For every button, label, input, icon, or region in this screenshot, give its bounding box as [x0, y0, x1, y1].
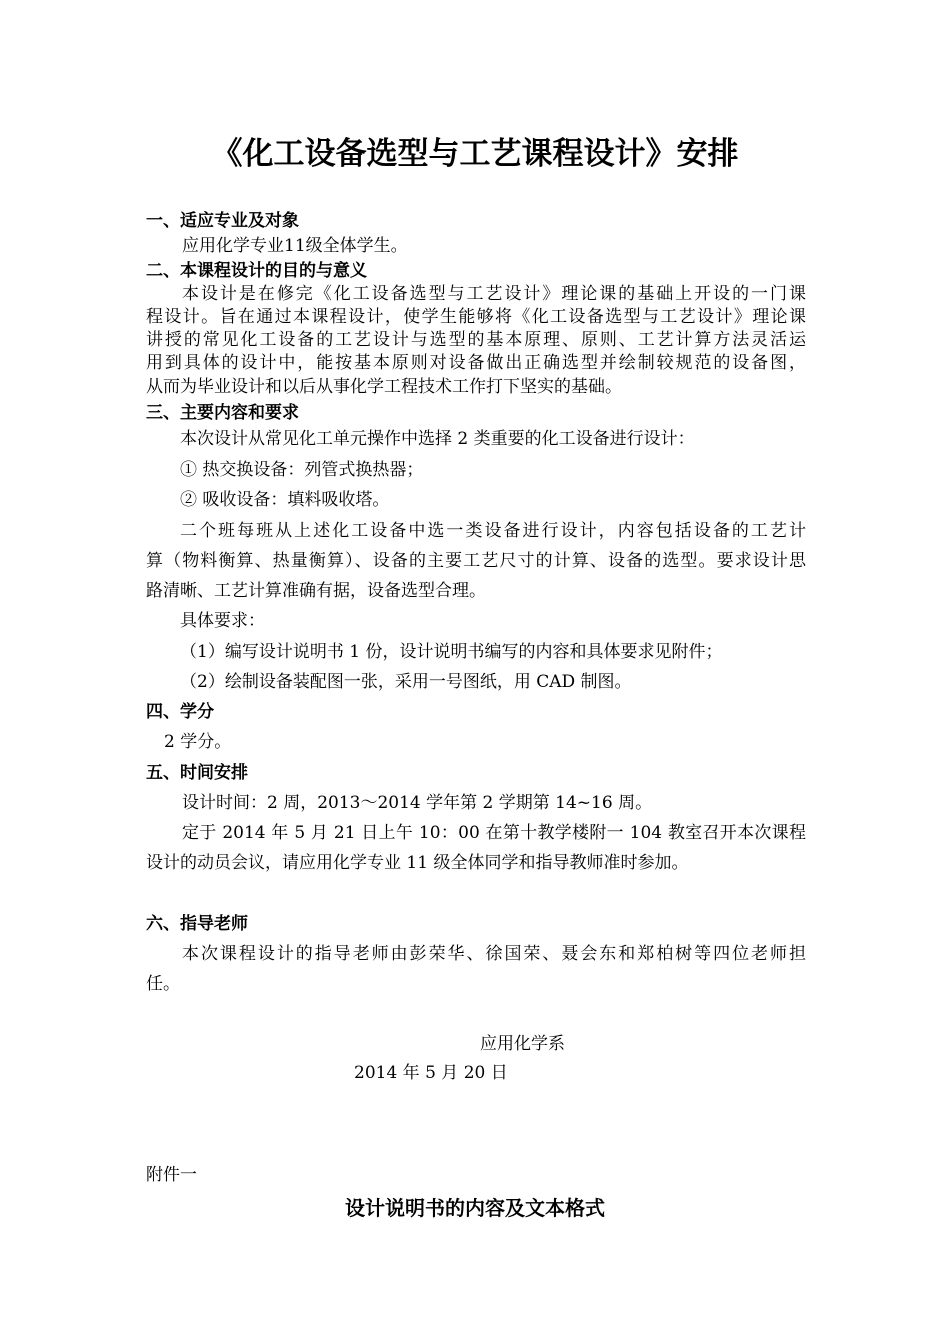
section5-line-1: 设计时间：2 周，2013～2014 学年第 2 学期第 14~16 周。 [182, 793, 653, 813]
section3-req-1: （1）编写设计说明书 1 份，设计说明书编写的内容和具体要求见附件； [180, 642, 723, 662]
section-heading-4: 四、学分 [146, 702, 214, 722]
signature-dept: 应用化学系 [480, 1034, 565, 1054]
section2-line-5: 从而为毕业设计和以后从事化学工程技术工作打下坚实的基础。 [146, 377, 622, 397]
section3-item-1: ① 热交换设备：列管式换热器； [180, 460, 424, 480]
document-title: 《化工设备选型与工艺课程设计》安排 [211, 136, 739, 172]
section3-para-line-3: 路清晰、工艺计算准确有据，设备选型合理。 [146, 581, 486, 601]
appendix-title: 设计说明书的内容及文本格式 [345, 1196, 605, 1220]
section2-line-3: 讲授的常见化工设备的工艺设计与选型的基本原理、原则、工艺计算方法灵活运 [146, 330, 806, 350]
section4-text: 2 学分。 [164, 732, 232, 752]
section3-item-2: ② 吸收设备：填料吸收塔。 [180, 490, 390, 510]
section3-para-line-1: 二个班每班从上述化工设备中选一类设备进行设计，内容包括设备的工艺计 [180, 521, 806, 541]
section3-para-line-2: 算（物料衡算、热量衡算）、设备的主要工艺尺寸的计算、设备的选型。要求设计思 [146, 551, 806, 571]
section2-line-2: 程设计。旨在通过本课程设计，使学生能够将《化工设备选型与工艺设计》理论课 [146, 307, 806, 327]
section3-req-2: （2）绘制设备装配图一张，采用一号图纸，用 CAD 制图。 [180, 672, 632, 692]
section6-para-line-2: 任。 [146, 974, 180, 994]
section2-line-1: 本设计是在修完《化工设备选型与工艺设计》理论课的基础上开设的一门课 [182, 284, 806, 304]
section-heading-2: 二、本课程设计的目的与意义 [146, 261, 367, 281]
section5-para-line-2: 设计的动员会议，请应用化学专业 11 级全体同学和指导教师准时参加。 [146, 853, 689, 873]
section-heading-1: 一、适应专业及对象 [146, 211, 299, 231]
appendix-label: 附件一 [146, 1165, 197, 1185]
section-heading-6: 六、指导老师 [146, 914, 248, 934]
section-heading-5: 五、时间安排 [146, 763, 248, 783]
section3-intro: 本次设计从常见化工单元操作中选择 2 类重要的化工设备进行设计： [180, 429, 695, 449]
section3-req-label: 具体要求： [180, 611, 265, 631]
section6-para-line-1: 本次课程设计的指导老师由彭荣华、徐国荣、聂会东和郑柏树等四位老师担 [182, 944, 806, 964]
section-heading-3: 三、主要内容和要求 [146, 403, 299, 423]
section2-line-4: 用到具体的设计中，能按基本原则对设备做出正确选型并绘制较规范的设备图， [146, 353, 806, 373]
section1-text: 应用化学专业11级全体学生。 [182, 236, 408, 256]
signature-date: 2014 年 5 月 20 日 [354, 1063, 508, 1083]
section5-para-line-1: 定于 2014 年 5 月 21 日上午 10：00 在第十教学楼附一 104 教室召开本次课程 [182, 823, 806, 843]
